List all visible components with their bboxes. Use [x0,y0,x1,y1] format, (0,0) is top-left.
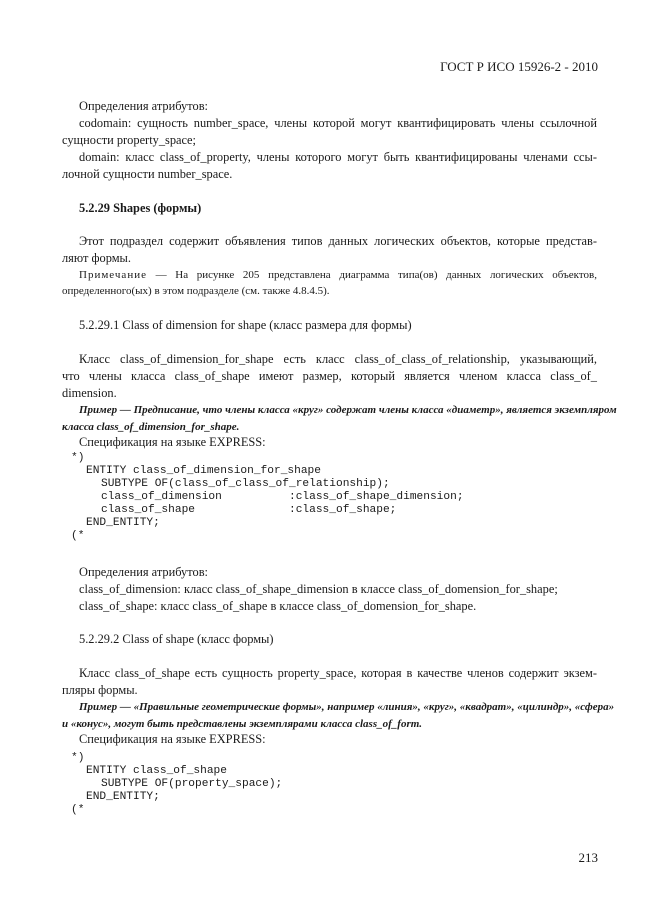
class-desc-line2: что члены класса class_of_shape имеют размер, который является членом класса class_of_ [62,369,597,383]
code-subtype-line: SUBTYPE OF(class_of_class_of_relationship); [101,478,390,490]
express-spec-label: Спецификация на языке EXPRESS: [79,435,266,449]
example2-line2: и «конус», могут быть представлены экземплярами класса class_of_form. [62,718,423,730]
class-desc-line3: dimension. [62,386,117,400]
code-comment-close: (* [71,530,85,542]
code2-entity-line: ENTITY class_of_shape [86,765,227,777]
code2-comment-close: (* [71,804,85,816]
example-line2: класса class_of_dimension_for_shape. [62,421,240,433]
code-comment-open: *) [71,452,85,464]
section-heading-5-2-29: 5.2.29 Shapes (формы) [79,201,202,215]
definition-class-of-shape: class_of_shape: класс class_of_shape в классе class_of_domension_for_shape. [79,599,477,613]
definitions-title: Определения атрибутов: [79,99,208,113]
class-desc-line1: Класс class_of_dimension_for_shape есть класс class_of_class_of_relationship, указывающий, [79,352,597,366]
class-shape-desc-line2: пляры формы. [62,683,138,697]
section-intro-line1: Этот подраздел содержит объявления типов данных логических объектов, которые представ- [79,234,597,248]
page-number: 213 [578,850,598,865]
section-intro-line2: ляют формы. [62,251,131,265]
code-end-entity: END_ENTITY; [86,517,160,529]
example2-line1: Пример — «Правильные геометрические формы», например «линия», «круг», «квадрат», «цилиндр», «сфера» [79,701,615,713]
codomain-definition-line1: codomain: сущность number_space, члены которой могут квантифицировать члены ссылочной [79,116,597,130]
codomain-definition-line2: сущности property_space; [62,133,196,147]
code-attribute-shape: class_of_shape :class_of_shape; [101,504,397,516]
note-line2: определенного(ых) в этом подразделе (см. также 4.8.4.5). [62,285,330,297]
code2-end-entity: END_ENTITY; [86,791,160,803]
definitions-title-2: Определения атрибутов: [79,565,208,579]
example-line1: Пример — Предписание, что члены класса «круг» содержат члены класса «диаметр», является экземпляром [79,404,617,416]
document-header: ГОСТ Р ИСО 15926-2 - 2010 [440,59,598,74]
section-heading-5-2-29-2: 5.2.29.2 Class of shape (класс формы) [79,632,274,646]
domain-definition-line1: domain: класс class_of_property, члены которого могут быть квантифицированы членами ссы- [79,150,597,164]
class-shape-desc-line1: Класс class_of_shape есть сущность property_space, которая в качестве членов содержит экзем- [79,666,597,680]
code-entity-line: ENTITY class_of_dimension_for_shape [86,465,321,477]
definition-class-of-dimension: class_of_dimension: класс class_of_shape_dimension в классе class_of_domension_for_shape; [79,582,558,596]
code2-comment-open: *) [71,752,85,764]
express-spec-label-2: Спецификация на языке EXPRESS: [79,732,266,746]
section-heading-5-2-29-1: 5.2.29.1 Class of dimension for shape (класс размера для формы) [79,318,412,332]
note-text: — На рисунке 205 представлена диаграмма типа(ов) данных логических объектов, [146,269,597,281]
note-label: Примечание [79,269,147,281]
note-line1 [79,267,597,284]
domain-definition-line2: лочной сущности number_space. [62,167,233,181]
code2-subtype-line: SUBTYPE OF(property_space); [101,778,283,790]
code-attribute-dimension: class_of_dimension :class_of_shape_dimension; [101,491,464,503]
